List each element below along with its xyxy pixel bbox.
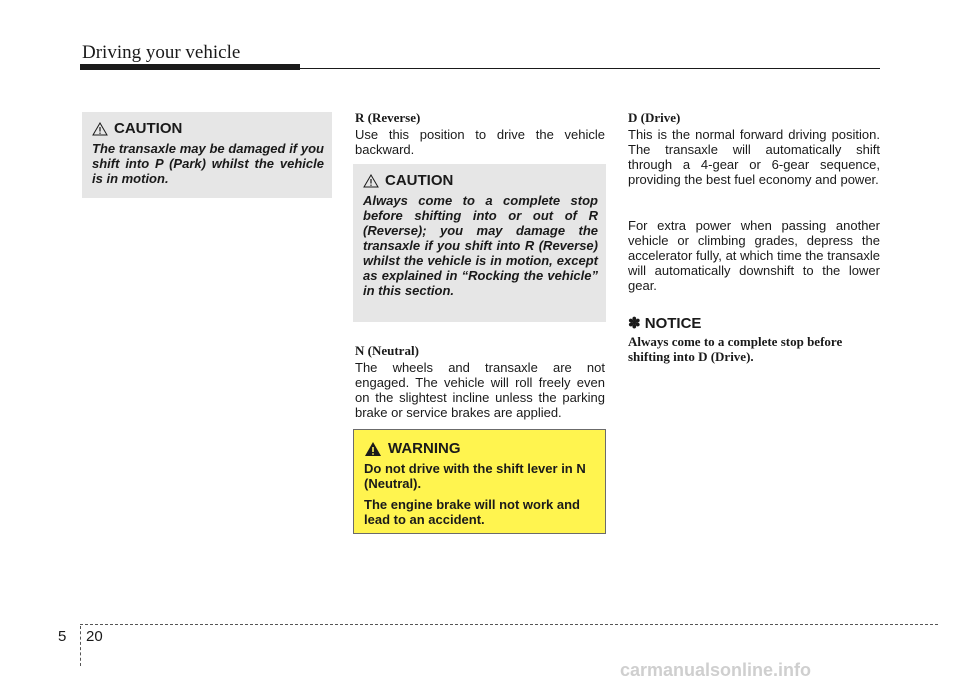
warning-header: [364, 440, 597, 457]
caution-label: CAUTION: [114, 120, 183, 137]
neutral-text: The wheels and transaxle are not engaged. The vehicle will roll freely even on the slightest incline unless the parking brake or service brakes are applied.: [355, 360, 605, 420]
warning-label: WARNING: [388, 440, 461, 457]
caution-box-reverse: [353, 164, 606, 322]
warning-box-neutral: [353, 429, 606, 534]
drive-heading: D (Drive): [628, 110, 681, 125]
footer-section-number: 5: [58, 628, 67, 645]
notice-heading: ✽ NOTICE: [628, 315, 702, 332]
reverse-heading: R (Reverse): [355, 110, 421, 125]
drive-text-2: For extra power when passing another vehicle or climbing grades, depress the accelerator fully, at which time the transaxle will automatically downshift to the lower gear.: [628, 218, 880, 293]
warning-triangle-outline-icon: [363, 174, 379, 188]
warning-text-line2: The engine brake will not work and lead to an accident.: [364, 497, 580, 527]
caution-header: [92, 120, 324, 137]
drive-text-1: This is the normal forward driving position. The transaxle will automatically shift through a 4-gear or 6-gear sequence, providing the best fuel economy and power.: [628, 127, 880, 187]
footer-divider: [80, 626, 81, 666]
header-rule-thin: [300, 68, 880, 69]
footer-page-number: 20: [86, 628, 103, 645]
watermark: carmanualsonline.info: [620, 660, 812, 680]
warning-triangle-outline-icon: [92, 122, 108, 136]
caution-label: CAUTION: [385, 172, 454, 189]
header-rule-thick: [80, 64, 300, 70]
caution-box-park: [82, 112, 332, 198]
notice-text: Always come to a complete stop before shifting into D (Drive).: [628, 334, 843, 364]
caution-header: [363, 172, 598, 189]
warning-text-line1: Do not drive with the shift lever in N (Neutral).: [364, 461, 586, 491]
page-header-title: Driving your vehicle: [82, 42, 241, 63]
reverse-text: Use this position to drive the vehicle backward.: [355, 127, 605, 157]
footer-rule: [80, 624, 938, 625]
caution-text: The transaxle may be damaged if you shift into P (Park) whilst the vehicle is in motion.: [92, 141, 324, 186]
neutral-heading: N (Neutral): [355, 343, 419, 358]
caution-text: Always come to a complete stop before shifting into or out of R (Reverse); you may damage the transaxle if you shift into R (Reverse) whilst the vehicle is in motion, except as explained in “Rocking the vehicle” in this section.: [363, 193, 598, 298]
warning-triangle-filled-icon: [364, 441, 382, 457]
